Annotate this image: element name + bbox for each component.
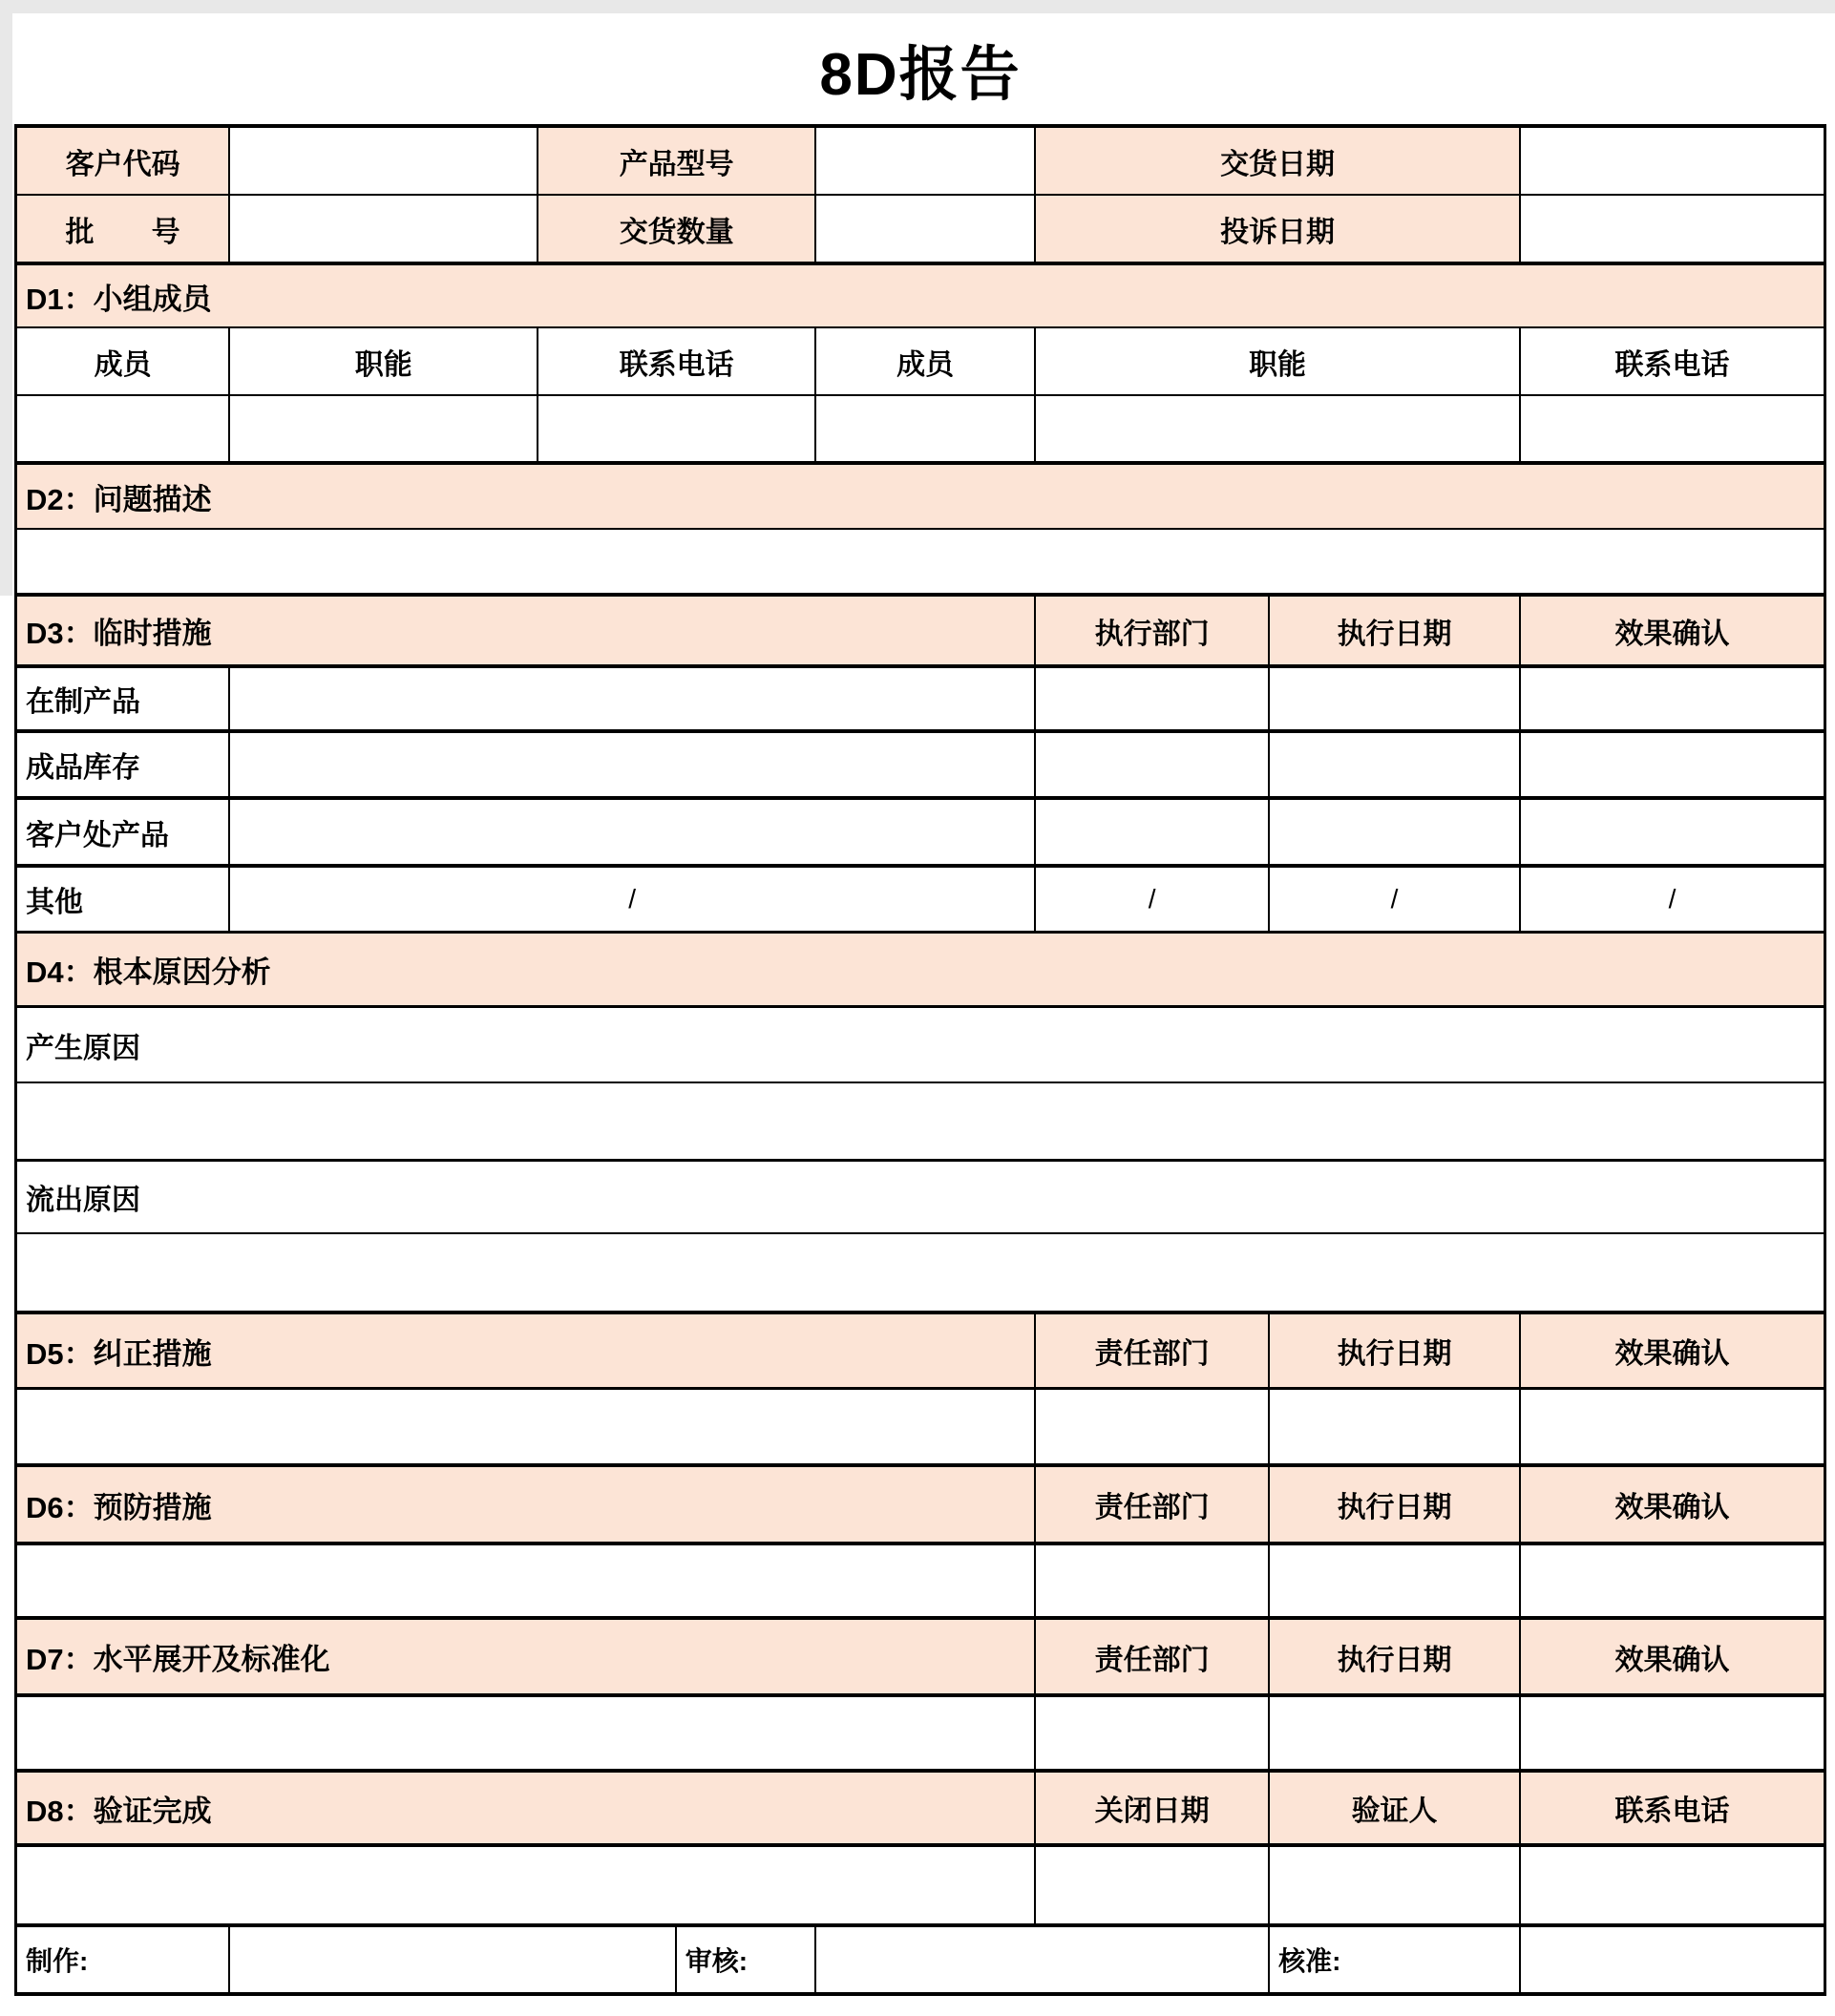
maker-cell[interactable] [230, 1927, 677, 1992]
d5-header [17, 1314, 1824, 1390]
d2-content-cell[interactable] [17, 530, 1824, 593]
d7-title: D7：水平展开及标准化 [17, 1620, 1036, 1693]
d6-col-dept: 责任部门 [1036, 1467, 1270, 1542]
left-margin [0, 13, 12, 596]
d5-row [17, 1390, 1824, 1467]
d8-col-close-date: 关闭日期 [1036, 1773, 1270, 1843]
d4-occur-value-row [17, 1083, 1824, 1162]
d5-measure-cell[interactable] [17, 1390, 1036, 1463]
d1-columns-row [17, 328, 1824, 396]
d8-col-verifier: 验证人 [1270, 1773, 1521, 1843]
d8-close-date-cell[interactable] [1036, 1847, 1270, 1923]
d3-row-stock-label: 成品库存 [17, 733, 230, 796]
d3-row-other-measure-cell[interactable]: / [230, 868, 1036, 931]
d3-row-other-dept-cell[interactable]: / [1036, 868, 1270, 931]
d6-col-date: 执行日期 [1270, 1467, 1521, 1542]
info-row-2 [17, 196, 1824, 265]
d3-row-wip-measure-cell[interactable] [230, 668, 1036, 729]
customer-code-label: 客户代码 [17, 128, 230, 194]
delivery-qty-label: 交货数量 [538, 196, 816, 262]
d1-role-1-cell[interactable] [230, 396, 538, 461]
d1-role-2-cell[interactable] [1036, 396, 1521, 461]
d6-header [17, 1467, 1824, 1545]
d7-confirm-cell[interactable] [1521, 1697, 1824, 1769]
d5-title: D5：纠正措施 [17, 1314, 1036, 1387]
product-model-label: 产品型号 [538, 128, 816, 194]
approver-cell[interactable] [1521, 1927, 1824, 1992]
d1-member-2-cell[interactable] [816, 396, 1036, 461]
d7-row [17, 1697, 1824, 1773]
d1-phone-2-cell[interactable] [1521, 396, 1824, 461]
d4-outflow-value-row [17, 1234, 1824, 1314]
page-title: 8D报告 [819, 41, 1022, 108]
reviewer-cell[interactable] [816, 1927, 1270, 1992]
d8-phone-cell[interactable] [1521, 1847, 1824, 1923]
d4-occur-label: 产生原因 [26, 1032, 140, 1064]
complaint-date-cell[interactable] [1521, 196, 1824, 262]
d3-row-other-label: 其他 [17, 868, 230, 931]
d4-outflow-label: 流出原因 [26, 1185, 140, 1216]
d5-confirm-cell[interactable] [1521, 1390, 1824, 1463]
d3-row-other [17, 868, 1824, 934]
d6-col-confirm: 效果确认 [1521, 1467, 1824, 1542]
batch-no-label: 批 号 [17, 196, 230, 262]
d3-row-stock [17, 733, 1824, 800]
d4-occur-cell[interactable] [17, 1083, 1824, 1159]
d1-col-phone-2: 联系电话 [1614, 348, 1730, 381]
d1-col-role-2: 职能 [1036, 328, 1521, 394]
d6-dept-cell[interactable] [1036, 1545, 1270, 1616]
d3-col-dept: 执行部门 [1036, 597, 1270, 664]
d7-col-dept: 责任部门 [1036, 1620, 1270, 1693]
d3-row-stock-measure-cell[interactable] [230, 733, 1036, 796]
d3-row-customer-measure-cell[interactable] [230, 800, 1036, 864]
top-margin [0, 0, 1835, 13]
d1-title: D1：小组成员 [17, 265, 1824, 326]
product-model-cell[interactable] [816, 128, 1036, 194]
d3-row-wip-label: 在制产品 [17, 668, 230, 729]
d2-content-row [17, 530, 1824, 597]
d7-col-confirm: 效果确认 [1521, 1620, 1824, 1693]
d3-row-customer-label: 客户处产品 [17, 800, 230, 864]
d3-col-confirm: 效果确认 [1521, 597, 1824, 664]
maker-label: 制作: [17, 1927, 230, 1992]
delivery-date-cell[interactable] [1521, 128, 1824, 194]
d1-member-row [17, 396, 1824, 465]
d3-col-date: 执行日期 [1270, 597, 1521, 664]
d3-row-stock-dept-cell[interactable] [1036, 733, 1270, 796]
d3-row-stock-date-cell[interactable] [1270, 733, 1521, 796]
d7-date-cell[interactable] [1270, 1697, 1521, 1769]
d3-row-stock-confirm-cell[interactable] [1521, 733, 1824, 796]
d7-measure-cell[interactable] [17, 1697, 1036, 1769]
report-table [14, 124, 1826, 1996]
complaint-date-label: 投诉日期 [1036, 196, 1521, 262]
d6-title: D6：预防措施 [17, 1467, 1036, 1542]
d5-dept-cell[interactable] [1036, 1390, 1270, 1463]
d8-col-phone: 联系电话 [1521, 1773, 1824, 1843]
approver-label: 核准: [1270, 1927, 1521, 1992]
batch-no-cell[interactable] [230, 196, 538, 262]
d3-row-customer-dept-cell[interactable] [1036, 800, 1270, 864]
d2-header [17, 465, 1824, 530]
d3-row-customer-date-cell[interactable] [1270, 800, 1521, 864]
info-row-1 [17, 128, 1824, 196]
d4-header [17, 934, 1824, 1008]
d7-col-date: 执行日期 [1270, 1620, 1521, 1693]
d3-row-wip-dept-cell[interactable] [1036, 668, 1270, 729]
d5-col-dept: 责任部门 [1036, 1314, 1270, 1387]
d4-outflow-cell[interactable] [17, 1234, 1824, 1311]
d6-row [17, 1545, 1824, 1620]
d1-col-role-1: 职能 [230, 328, 538, 394]
reviewer-label: 审核: [677, 1927, 816, 1992]
d8-header [17, 1773, 1824, 1847]
d3-header [17, 597, 1824, 668]
d1-col-member-2: 成员 [816, 328, 1036, 394]
d4-occur-label-row [17, 1008, 1824, 1083]
d8-measure-cell[interactable] [17, 1847, 1036, 1923]
d3-row-wip-date-cell[interactable] [1270, 668, 1521, 729]
d4-title: D4：根本原因分析 [17, 934, 1824, 1005]
d6-confirm-cell[interactable] [1521, 1545, 1824, 1616]
d5-col-confirm: 效果确认 [1521, 1314, 1824, 1387]
d6-measure-cell[interactable] [17, 1545, 1036, 1616]
d1-col-phone-1: 联系电话 [538, 328, 816, 394]
d5-col-date: 执行日期 [1270, 1314, 1521, 1387]
d3-title: D3：临时措施 [17, 597, 1036, 664]
delivery-date-label: 交货日期 [1036, 128, 1521, 194]
d3-row-customer [17, 800, 1824, 868]
d1-col-member-1: 成员 [17, 328, 230, 394]
d1-member-1-cell[interactable] [17, 396, 230, 461]
d4-outflow-label-row [17, 1162, 1824, 1234]
d7-dept-cell[interactable] [1036, 1697, 1270, 1769]
d6-date-cell[interactable] [1270, 1545, 1521, 1616]
d2-title: D2：问题描述 [17, 465, 1824, 528]
d3-row-wip [17, 668, 1824, 733]
d5-date-cell[interactable] [1270, 1390, 1521, 1463]
d3-row-customer-confirm-cell[interactable] [1521, 800, 1824, 864]
d7-header [17, 1620, 1824, 1697]
d1-phone-1-cell[interactable] [538, 396, 816, 461]
d8-verifier-cell[interactable] [1270, 1847, 1521, 1923]
d3-row-wip-confirm-cell[interactable] [1521, 668, 1824, 729]
d3-row-other-confirm-cell[interactable]: / [1668, 884, 1677, 914]
d8-title: D8：验证完成 [17, 1773, 1036, 1843]
d1-header [17, 265, 1824, 328]
d8-row [17, 1847, 1824, 1927]
d3-row-other-date-cell[interactable]: / [1270, 868, 1521, 931]
customer-code-cell[interactable] [230, 128, 538, 194]
footer-row [17, 1927, 1824, 1992]
delivery-qty-cell[interactable] [816, 196, 1036, 262]
